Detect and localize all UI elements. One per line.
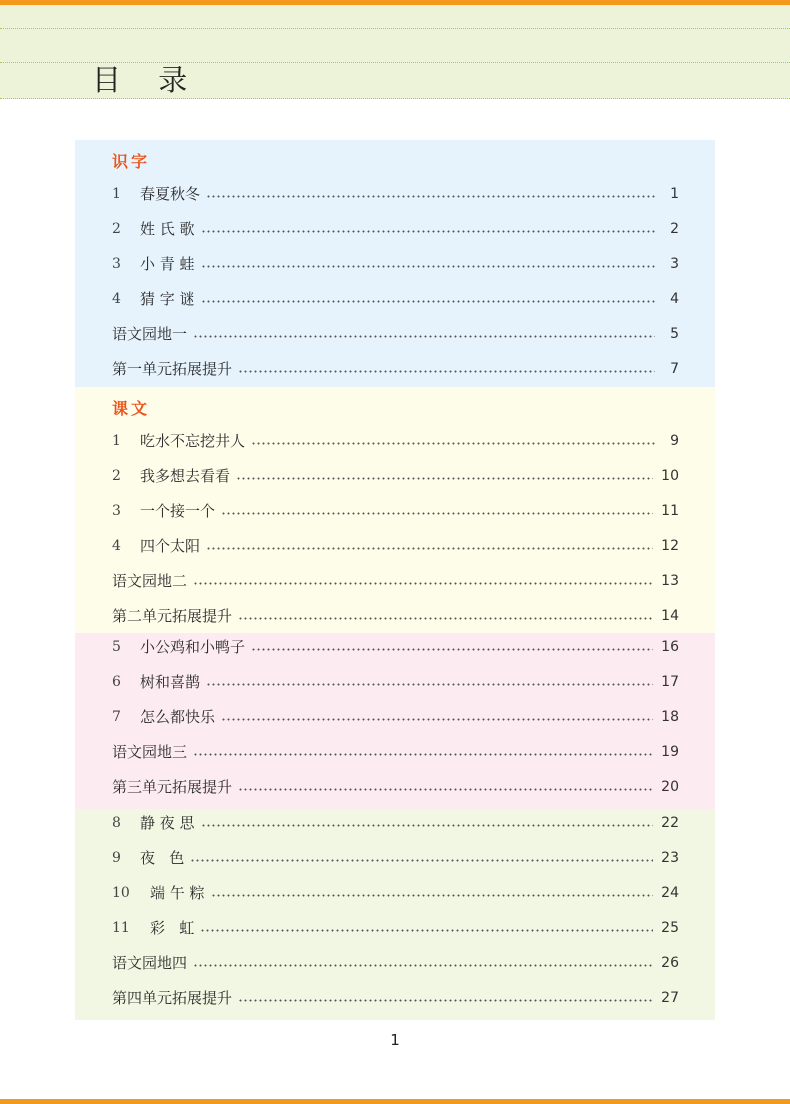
entry-page: 9: [670, 433, 679, 449]
dot-leader: [193, 582, 653, 585]
dot-leader: [206, 683, 653, 686]
entry-page: 18: [661, 709, 679, 725]
entry-title: 小公鸡和小鸭子: [140, 638, 246, 656]
entry-number: 10: [112, 885, 130, 901]
entry-page: 14: [661, 608, 679, 624]
entry-number: 8: [112, 815, 121, 831]
toc-section-texts: [75, 387, 715, 633]
entry-title: 第二单元拓展提升: [112, 607, 233, 625]
entry-page: 1: [670, 186, 679, 202]
entry-title: 静 夜 思: [140, 814, 195, 832]
entry-page: 22: [661, 815, 679, 831]
toc-entry[interactable]: [112, 500, 679, 522]
dot-leader: [201, 230, 655, 233]
toc-entry[interactable]: [112, 952, 679, 974]
toc-entry[interactable]: [112, 882, 679, 904]
toc-entry[interactable]: [112, 847, 679, 869]
dot-leader: [193, 753, 653, 756]
entry-number: 3: [112, 256, 121, 272]
dot-leader: [206, 547, 653, 550]
dot-leader: [251, 442, 655, 445]
entry-number: 2: [112, 468, 121, 484]
entry-title: 语文园地一: [112, 325, 188, 343]
entry-title: 彩 虹: [150, 919, 195, 937]
toc-entry[interactable]: [112, 358, 679, 380]
toc-entry[interactable]: [112, 706, 679, 728]
dot-leader: [238, 370, 655, 373]
entry-number: 7: [112, 709, 121, 725]
toc-entry[interactable]: [112, 183, 679, 205]
entry-number: 11: [112, 920, 130, 936]
bottom-accent-bar: [0, 1099, 790, 1104]
dot-leader: [201, 265, 655, 268]
dot-leader: [190, 859, 653, 862]
entry-page: 26: [661, 955, 679, 971]
dot-leader: [201, 824, 654, 827]
entry-number: 4: [112, 538, 121, 554]
entry-page: 27: [661, 990, 679, 1006]
entry-title: 夜 色: [140, 849, 185, 867]
entry-page: 10: [661, 468, 679, 484]
entry-page: 23: [661, 850, 679, 866]
entry-page: 16: [661, 639, 679, 655]
dot-leader: [206, 195, 655, 198]
entry-title: 四个太阳: [140, 537, 201, 555]
entry-title: 第四单元拓展提升: [112, 989, 233, 1007]
entry-title: 吃水不忘挖井人: [140, 432, 246, 450]
dot-leader: [193, 335, 655, 338]
entry-page: 11: [661, 503, 679, 519]
toc-entry[interactable]: [112, 430, 679, 452]
dot-leader: [238, 999, 653, 1002]
toc-entry[interactable]: [112, 671, 679, 693]
dot-leader: [251, 648, 653, 651]
dot-leader: [238, 788, 653, 791]
page-title: 目 录: [92, 63, 202, 97]
toc-entry[interactable]: [112, 323, 679, 345]
entry-page: 13: [661, 573, 679, 589]
toc-entry[interactable]: [112, 776, 679, 798]
entry-title: 小 青 蛙: [140, 255, 195, 273]
dot-leader: [238, 617, 653, 620]
dot-leader: [201, 300, 655, 303]
entry-number: 9: [112, 850, 121, 866]
section-heading: 识字: [112, 152, 151, 171]
entry-page: 3: [670, 256, 679, 272]
dot-leader: [236, 477, 653, 480]
entry-page: 5: [670, 326, 679, 342]
entry-page: 19: [661, 744, 679, 760]
toc-section-literacy: [75, 140, 715, 387]
entry-page: 2: [670, 221, 679, 237]
entry-page: 20: [661, 779, 679, 795]
dot-leader: [211, 894, 654, 897]
page-number: 1: [390, 1031, 400, 1049]
toc-entry[interactable]: [112, 741, 679, 763]
entry-page: 24: [661, 885, 679, 901]
toc-entry[interactable]: [112, 465, 679, 487]
entry-page: 7: [670, 361, 679, 377]
dot-leader: [221, 512, 653, 515]
entry-page: 4: [670, 291, 679, 307]
entry-title: 端 午 粽: [150, 884, 205, 902]
entry-title: 树和喜鹊: [140, 673, 201, 691]
toc-entry[interactable]: [112, 570, 679, 592]
entry-number: 1: [112, 186, 121, 202]
toc-entry[interactable]: [112, 288, 679, 310]
toc-section-unit-4: [75, 809, 715, 1020]
entry-title: 语文园地二: [112, 572, 188, 590]
entry-title: 一个接一个: [140, 502, 216, 520]
entry-page: 25: [661, 920, 679, 936]
entry-title: 我多想去看看: [140, 467, 231, 485]
entry-title: 语文园地四: [112, 954, 188, 972]
entry-number: 2: [112, 221, 121, 237]
dot-leader: [193, 964, 653, 967]
dot-leader: [221, 718, 653, 721]
entry-number: 1: [112, 433, 121, 449]
toc-entry[interactable]: [112, 605, 679, 627]
entry-page: 12: [661, 538, 679, 554]
entry-number: 4: [112, 291, 121, 307]
entry-title: 春夏秋冬: [140, 185, 201, 203]
entry-number: 3: [112, 503, 121, 519]
entry-number: 5: [112, 639, 121, 655]
entry-page: 17: [661, 674, 679, 690]
table-of-contents: [75, 140, 715, 1020]
entry-number: 6: [112, 674, 121, 690]
toc-section-unit-3: [75, 633, 715, 809]
entry-title: 猜 字 谜: [140, 290, 195, 308]
toc-entry[interactable]: [112, 812, 679, 834]
toc-entry[interactable]: [112, 987, 679, 1009]
entry-title: 第三单元拓展提升: [112, 778, 233, 796]
header-dotted-line: [0, 28, 790, 29]
entry-title: 姓 氏 歌: [140, 220, 195, 238]
entry-title: 第一单元拓展提升: [112, 360, 233, 378]
entry-title: 语文园地三: [112, 743, 188, 761]
dot-leader: [200, 929, 653, 932]
toc-entry[interactable]: [112, 636, 679, 658]
toc-entry[interactable]: [112, 535, 679, 557]
toc-entry[interactable]: [112, 218, 679, 240]
section-heading: 课文: [112, 399, 151, 418]
toc-entry[interactable]: [112, 917, 679, 939]
entry-title: 怎么都快乐: [140, 708, 216, 726]
toc-entry[interactable]: [112, 253, 679, 275]
